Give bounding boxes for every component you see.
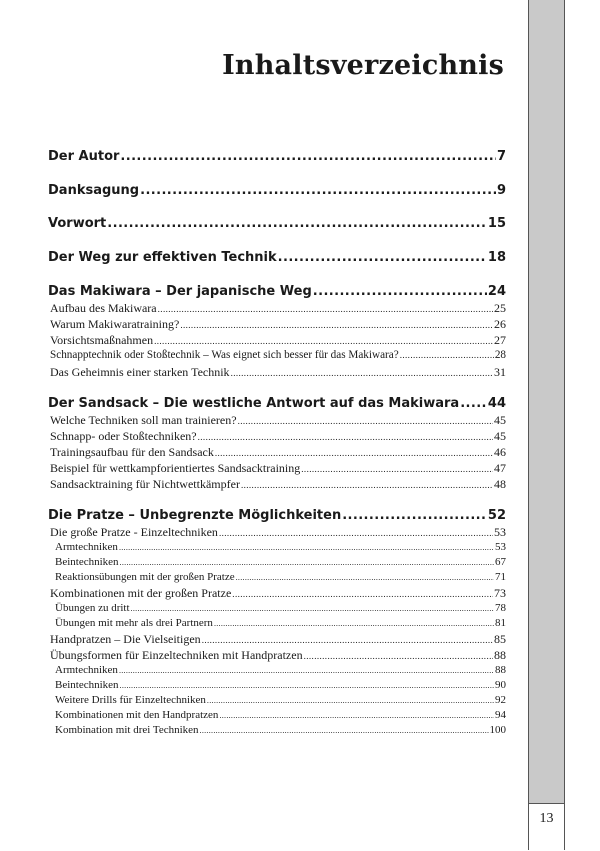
dot-leader (236, 573, 494, 582)
page-edge-bar (528, 0, 565, 850)
toc-entry-page: 44 (487, 396, 506, 411)
toc-entry-page: 88 (495, 664, 506, 676)
toc-entry-page: 31 (494, 365, 506, 379)
toc-entry-page: 92 (495, 694, 506, 706)
dot-leader (219, 711, 494, 720)
toc-entry-label: Kombinationen mit den Handpratzen (55, 709, 219, 721)
toc-entry-page: 27 (494, 333, 506, 347)
toc-section-entry[interactable] (50, 632, 506, 647)
toc-subsection-entry[interactable] (55, 541, 506, 553)
dot-leader (215, 448, 493, 458)
page-number: 13 (529, 803, 564, 851)
dot-leader (219, 528, 493, 538)
toc-section-entry[interactable] (50, 648, 506, 663)
toc-entry-page: 47 (494, 461, 506, 475)
toc-section-entry[interactable] (50, 317, 506, 332)
toc-entry-label: Beintechniken (55, 679, 119, 691)
dot-leader (180, 320, 493, 330)
toc-section-entry[interactable] (50, 525, 506, 540)
toc-chapter-entry[interactable] (48, 183, 506, 198)
toc-subsection-entry[interactable] (55, 694, 506, 706)
toc-subsection-entry[interactable] (55, 679, 506, 691)
toc-entry-page: 45 (494, 413, 506, 427)
toc-entry-label: Aufbau des Makiwara (50, 301, 157, 315)
toc-section-entry[interactable] (50, 349, 506, 361)
toc-entry-label: Reaktionsübungen mit der großen Pratze (55, 571, 235, 583)
toc-entry-label: Weitere Drills für Einzeltechniken (55, 694, 206, 706)
toc-section-entry[interactable] (50, 301, 506, 316)
toc-subsection-entry[interactable] (55, 724, 506, 736)
dot-leader (400, 350, 494, 360)
toc-entry-label: Übungsformen für Einzeltechniken mit Handpratzen (50, 648, 303, 662)
dot-leader (120, 149, 496, 164)
toc-entry-page: 7 (496, 149, 506, 164)
dot-leader (207, 696, 494, 705)
dot-leader (120, 558, 494, 567)
toc-section-entry[interactable] (50, 365, 506, 380)
dot-leader (120, 681, 494, 690)
toc-entry-label: Armtechniken (55, 664, 118, 676)
toc-entry-label: Die Pratze – Unbegrenzte Möglichkeiten (48, 508, 342, 523)
toc-entry-page: 73 (494, 586, 506, 600)
dot-leader (238, 416, 493, 426)
toc-entry-label: Das Makiwara – Der japanische Weg (48, 284, 312, 299)
toc-entry-page: 46 (494, 445, 506, 459)
dot-leader (301, 464, 493, 474)
dot-leader (119, 666, 494, 675)
toc-section-entry[interactable] (50, 477, 506, 492)
dot-leader (202, 635, 493, 645)
toc-subsection-entry[interactable] (55, 602, 506, 614)
toc-entry-page: 25 (494, 301, 506, 315)
toc-entry-page: 100 (489, 724, 506, 736)
toc-chapter-entry[interactable] (48, 508, 506, 523)
toc-subsection-entry[interactable] (55, 617, 506, 629)
toc-entry-page: 28 (494, 349, 506, 361)
toc-entry-page: 85 (494, 632, 506, 646)
toc-entry-page: 48 (494, 477, 506, 491)
toc-entry-page: 18 (487, 250, 506, 265)
dot-leader (158, 304, 493, 314)
dot-leader (119, 543, 494, 552)
toc-subsection-entry[interactable] (55, 556, 506, 568)
toc-subsection-entry[interactable] (55, 571, 506, 583)
toc-entry-label: Der Weg zur effektiven Technik (48, 250, 277, 265)
toc-entry-label: Der Sandsack – Die westliche Antwort auf das Makiwara (48, 396, 460, 411)
toc-entry-label: Kombinationen mit der großen Pratze (50, 586, 232, 600)
dot-leader (278, 250, 487, 265)
dot-leader (304, 651, 493, 661)
toc-entry-label: Schnapp- oder Stoßtechniken? (50, 429, 197, 443)
toc-entry-page: 90 (495, 679, 506, 691)
toc-entry-page: 78 (495, 602, 506, 614)
page-title: Inhaltsverzeichnis (222, 50, 504, 81)
toc-entry-page: 67 (495, 556, 506, 568)
toc-entry-label: Beintechniken (55, 556, 119, 568)
toc-entry-label: Vorsichtsmaßnahmen (50, 333, 154, 347)
toc-entry-label: Trainingsaufbau für den Sandsack (50, 445, 214, 459)
toc-chapter-entry[interactable] (48, 250, 506, 265)
dot-leader (241, 480, 493, 490)
toc-entry-page: 24 (487, 284, 506, 299)
toc-entry-page: 94 (495, 709, 506, 721)
toc-entry-label: Übungen mit mehr als drei Partnern (55, 617, 213, 629)
toc-entry-label: Vorwort (48, 216, 107, 231)
toc-entry-label: Armtechniken (55, 541, 118, 553)
toc-entry-label: Welche Techniken soll man trainieren? (50, 413, 237, 427)
toc-entry-label: Der Autor (48, 149, 120, 164)
toc-chapter-entry[interactable] (48, 284, 506, 299)
toc-entry-page: 53 (494, 525, 506, 539)
toc-entry-label: Kombination mit drei Techniken (55, 724, 199, 736)
toc-entry-page: 53 (495, 541, 506, 553)
toc-subsection-entry[interactable] (55, 709, 506, 721)
toc-entry-label: Die große Pratze - Einzeltechniken (50, 525, 218, 539)
toc-section-entry[interactable] (50, 445, 506, 460)
toc-entry-page: 26 (494, 317, 506, 331)
toc-entry-page: 71 (495, 571, 506, 583)
toc-entry-label: Danksagung (48, 183, 140, 198)
toc-section-entry[interactable] (50, 429, 506, 444)
toc-chapter-entry[interactable] (48, 216, 506, 231)
dot-leader (214, 619, 494, 628)
toc-subsection-entry[interactable] (55, 664, 506, 676)
toc-section-entry[interactable] (50, 461, 506, 476)
toc-entry-page: 88 (494, 648, 506, 662)
toc-chapter-entry[interactable] (48, 396, 506, 411)
dot-leader (140, 183, 496, 198)
dot-leader (231, 368, 493, 378)
toc-section-entry[interactable] (50, 333, 506, 348)
toc-entry-page: 9 (496, 183, 506, 198)
toc-entry-label: Beispiel für wettkampforientiertes Sandsacktraining (50, 461, 301, 475)
toc-entry-label: Übungen zu dritt (55, 602, 130, 614)
toc-entry-page: 52 (487, 508, 506, 523)
dot-leader (154, 336, 493, 346)
dot-leader (460, 396, 487, 411)
toc-entry-label: Das Geheimnis einer starken Technik (50, 365, 230, 379)
dot-leader (342, 508, 487, 523)
dot-leader (107, 216, 487, 231)
dot-leader (313, 284, 487, 299)
toc-section-entry[interactable] (50, 413, 506, 428)
dot-leader (200, 726, 489, 735)
toc-section-entry[interactable] (50, 586, 506, 601)
toc-entry-page: 45 (494, 429, 506, 443)
toc-entry-label: Sandsacktraining für Nichtwettkämpfer (50, 477, 240, 491)
toc-entry-label: Handpratzen – Die Vielseitigen (50, 632, 201, 646)
dot-leader (131, 604, 494, 613)
dot-leader (198, 432, 493, 442)
dot-leader (232, 589, 493, 599)
toc-entry-page: 15 (487, 216, 506, 231)
toc-entry-label: Warum Makiwaratraining? (50, 317, 180, 331)
toc-chapter-entry[interactable] (48, 149, 506, 164)
toc-entry-label: Schnapptechnik oder Stoßtechnik – Was eignet sich besser für das Makiwara? (50, 349, 399, 361)
toc-entry-page: 81 (495, 617, 506, 629)
